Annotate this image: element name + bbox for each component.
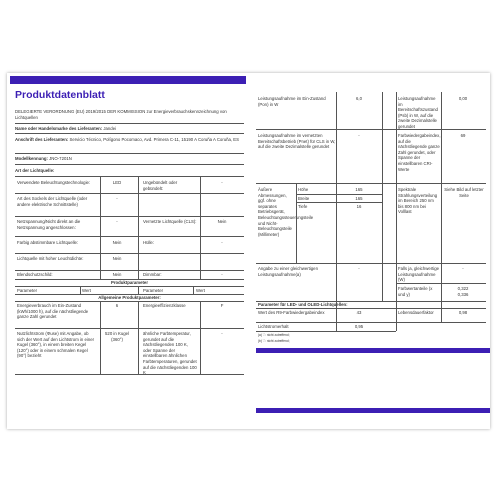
row-directional-value: - [221, 180, 223, 185]
row-envelope-label: Hülle: [143, 240, 154, 245]
col-param-1: Parameter [17, 288, 38, 293]
row-luminance-label: Lichtquelle mit hoher Leuchtdichte: [17, 256, 84, 261]
dim-depth-value: 16 [356, 204, 362, 209]
spectral-value: Siehe Bild auf letzter Seite [444, 187, 484, 198]
row-antiglare-value: Nein [112, 272, 122, 277]
led-params-header: Parameter für LED- und OLED-Lichtquellen: [258, 302, 348, 307]
cri-label: Farbwiedergabeindex, auf die nächstliegende ganze Zahl gerundet, oder Spanne der einstellbaren CRI-Werte [398, 133, 441, 172]
dim-height-value: 165 [355, 187, 363, 192]
row-cap-label: Art des Sockels der Lichtquelle (oder andere elektrische Schnittstelle) [17, 196, 88, 207]
col-value-2: Wert [196, 288, 205, 293]
dim-width-value: 165 [355, 196, 363, 201]
standby-power-label: Leistungsaufnahme im Bereitschaftszustand (Psb) in W, auf die zweite Dezimalstelle gerundet [398, 96, 438, 129]
r9-value: 43 [356, 310, 362, 315]
accent-bar-bottom [256, 408, 490, 413]
document-title: Produktdatenblatt [15, 89, 105, 101]
row-antiglare-label: Blendschutzschild: [17, 272, 53, 277]
networked-standby-label: Leistungsaufnahme im vernetzten Bereitschaftsbetrieb (Pnet) für CLS in W, auf die zweite Dezimalstelle gerundet [258, 133, 336, 150]
survival-factor-label: Lebensdauerfaktor [398, 310, 434, 315]
row-cap-value: - [116, 196, 118, 201]
header-bar [10, 76, 246, 84]
chromaticity-x: 0,322 [457, 286, 469, 291]
row-luminance-value: Nein [112, 256, 122, 261]
model-line: Modellkennung: JNO-7201N [15, 156, 72, 161]
chromaticity-label: Farbwertanteile (x und y) [398, 286, 433, 297]
equivalent-power-label: Angabe zu einer gleichwertigen Leistungsaufnahme(a) [258, 266, 318, 277]
energy-class-label: Energieeffizienzklasse [143, 303, 186, 308]
footnote-a: (a) '-': nicht zutreffend; [258, 333, 290, 337]
energy-consumption-label: Energieverbrauch im Ein-Zustand (kWh/1000 h), auf die nächstliegende ganze Zahl gerundet [17, 303, 89, 320]
regulation-text: DELEGIERTE VERORDNUNG (EU) 2019/2015 DER KOMMISSION zur Energieverbrauchskennzeichnung von Lichtquellen [15, 109, 227, 120]
row-envelope-value: - [221, 240, 223, 245]
accent-bar-top [256, 348, 490, 353]
lumen-maintenance-value: 0,95 [354, 324, 364, 329]
row-technology-label: Verwendete Beleuchtungstechnologie: [17, 180, 91, 185]
row-tunable-label: Farbig abstimmbare Lichtquelle: [17, 240, 79, 245]
energy-consumption-value: 6 [115, 303, 119, 308]
survival-factor-value: 0,98 [458, 310, 468, 315]
row-mains-value: - [116, 219, 118, 224]
on-mode-power-label: Leistungsaufnahme im Ein-Zustand (Pon) in W [258, 96, 326, 107]
cct-label: ähnliche Farbtemperatur, gerundet auf die nächstliegenden 100 K, oder Spanne der einstellbaren ähnlichen Farbtemperaturen, gerundet auf die nächstliegenden 100 K [143, 331, 197, 376]
dim-depth-label: Tiefe [298, 204, 308, 209]
lumen-maintenance-label: Lichtstromerhalt [258, 324, 289, 329]
energy-class-value: F [220, 303, 224, 308]
row-dimmable-value: - [221, 272, 223, 277]
col-value-1: Wert [82, 288, 91, 293]
dim-width-label: Breite [298, 196, 310, 201]
row-tunable-value: Nein [112, 240, 122, 245]
dim-height-label: Höhe [298, 187, 309, 192]
row-technology-value: LED [112, 180, 122, 185]
row-dimmable-label: Dimmbar: [143, 272, 162, 277]
general-params-header: Allgemeine Produktparameter: [98, 295, 161, 300]
standby-power-value: 0,00 [458, 96, 468, 101]
spectral-label: Spektrale Strahlungsverteilung im Bereich 250 nm bis 800 nm bei Volllast [398, 187, 438, 215]
luminous-flux-value: 520 in Kugel (360°) [105, 331, 129, 342]
cct-value: - [221, 331, 223, 336]
lightsource-type: Art der Lichtquelle: [15, 168, 55, 173]
row-directional-label: Ungebündelt oder gebündelt: [143, 180, 178, 191]
address-line: Anschrift des Lieferanten: Servicio Técnico, Polígono Pocomaco, Avd. Primera C-11, 15190 A Coruña A Coruña, ES [15, 137, 240, 142]
equivalent-power-value: - [358, 266, 360, 271]
product-params-header: Produktparameter [110, 280, 148, 285]
supplier-line: Name oder Handelsmarke des Lieferanten: Jandei [15, 126, 117, 131]
equivalent-power-w-value: - [462, 266, 464, 271]
row-cls-label: Vernetzte Lichtquelle (CLS): [143, 219, 197, 224]
on-mode-power-value: 6,0 [356, 96, 362, 101]
networked-standby-value: - [358, 133, 360, 138]
dimensions-label: Äußere Abmessungen, ggf. ohne separates Betriebsgerät, Beleuchtungssteuerungsteile und Nicht-Beleuchtungsteile (Millimeter) [258, 187, 314, 237]
row-cls-value: Nein [217, 219, 227, 224]
footnote-b: (b) '-': nicht zutreffend; [258, 339, 290, 343]
cri-value: 69 [460, 133, 466, 138]
col-param-2: Parameter [143, 288, 164, 293]
chromaticity-y: 0,336 [457, 292, 469, 297]
row-mains-label: Netzspannung/Nicht direkt an die Netzspannung angeschlossen: [17, 219, 81, 230]
luminous-flux-label: Nutzlichtstrom (Φuse) mit Angabe, ob sich der Wert auf den Lichtstrom in einer Kugel (360°), in einem breiten Kegel (120°) oder in einem schmalen Kegel (90°) bezieht [17, 331, 95, 359]
r9-label: Wert des R9-Farbwiedergabeindex [258, 310, 325, 315]
equivalent-power-w-label: Falls ja, gleichwertige Leistungsaufnahme (W) [398, 266, 440, 283]
